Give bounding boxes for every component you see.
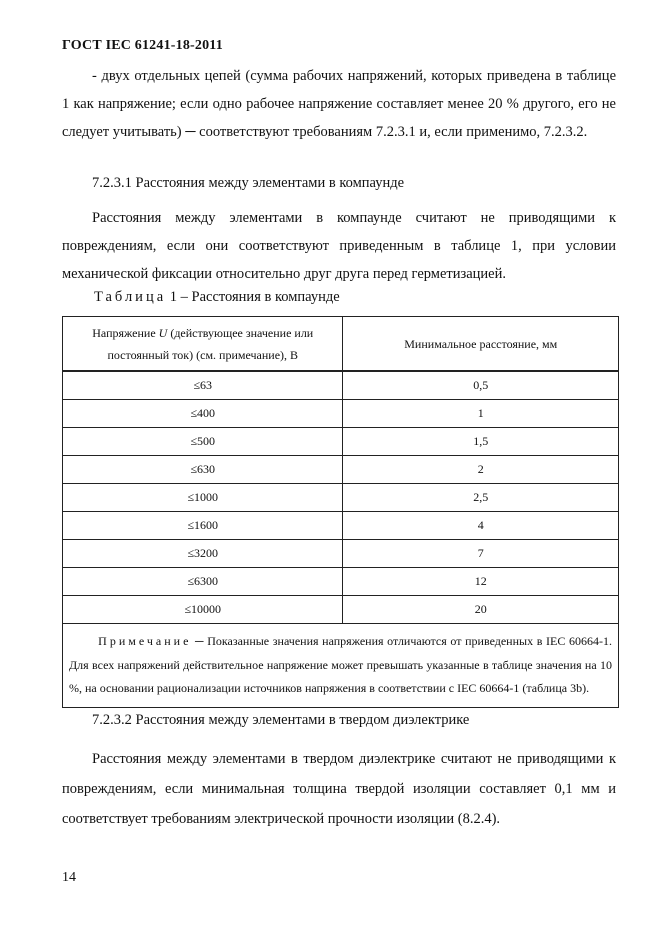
table-row xyxy=(63,512,619,540)
table-row xyxy=(63,568,619,596)
table-note xyxy=(63,624,619,708)
voltage-column-header xyxy=(63,317,343,372)
voltage-header-part-a: Напряжение xyxy=(92,325,159,340)
table-row xyxy=(63,400,619,428)
distance-column-header: Минимальное расстояние, мм xyxy=(343,317,619,372)
table-caption-rest: 1 – Расстояния в компаунде xyxy=(166,289,340,305)
section-7232-heading: 7.2.3.2 Расстояния между элементами в твердом диэлектрике xyxy=(92,712,470,728)
table-row xyxy=(63,540,619,568)
table-row xyxy=(63,456,619,484)
voltage-cell: ≤500 xyxy=(63,428,343,456)
distance-cell: 1,5 xyxy=(343,428,619,456)
note-label: Примечание xyxy=(98,634,192,648)
table-row xyxy=(63,371,619,400)
table-row xyxy=(63,596,619,624)
section-7231-text: Расстояния между элементами в компаунде считают не приводящими к повреждениям, если они соответствуют приведенным в таблице 1, при условии механической фиксации относительно друг друга перед герметизацией. xyxy=(62,210,616,282)
document-header: ГОСТ IEC 61241-18-2011 xyxy=(62,38,223,53)
voltage-cell: ≤6300 xyxy=(63,568,343,596)
voltage-header-symbol: U xyxy=(158,325,168,340)
distance-cell: 20 xyxy=(343,596,619,624)
note-text: ─ Показанные значения напряжения отличаются от приведенных в IEC 60664-1. Для всех напряжений действительное напряжение может превышать указанные в таблице значения на 10 %, на основании рационализации источников напряжения в соответствии с IEC 60664-1 (таблица 3b). xyxy=(69,634,612,695)
voltage-cell: ≤3200 xyxy=(63,540,343,568)
distance-cell: 4 xyxy=(343,512,619,540)
page-number: 14 xyxy=(62,870,76,885)
intro-paragraph: - двух отдельных цепей (сумма рабочих напряжений, которых приведена в таблице 1 как напряжение; если одно рабочее напряжение составляет менее 20 % другого, его не следует учитывать) ─ соответствуют требованиям 7.2.3.1 и, если применимо, 7.2.3.2. xyxy=(62,68,616,140)
distance-cell: 2,5 xyxy=(343,484,619,512)
table-caption xyxy=(94,289,340,306)
distance-cell: 2 xyxy=(343,456,619,484)
table-note-row xyxy=(63,624,619,708)
table-row xyxy=(63,428,619,456)
distance-cell: 0,5 xyxy=(343,371,619,400)
voltage-cell: ≤1000 xyxy=(63,484,343,512)
voltage-cell: ≤400 xyxy=(63,400,343,428)
distance-cell: 7 xyxy=(343,540,619,568)
distance-cell: 1 xyxy=(343,400,619,428)
table-header-row xyxy=(63,317,619,372)
distance-cell: 12 xyxy=(343,568,619,596)
voltage-cell: ≤1600 xyxy=(63,512,343,540)
table-caption-word: Таблица xyxy=(94,289,167,305)
voltage-cell: ≤10000 xyxy=(63,596,343,624)
voltage-cell: ≤63 xyxy=(63,371,343,400)
section-7232-text: Расстояния между элементами в твердом диэлектрике считают не приводящими к повреждениям, если минимальная толщина твердой изоляции составляет 0,1 мм и соответствует требованиям электрической прочности изоляции (8.2.4). xyxy=(62,751,616,827)
section-7231-heading: 7.2.3.1 Расстояния между элементами в компаунде xyxy=(92,175,405,191)
voltage-cell: ≤630 xyxy=(63,456,343,484)
table-row xyxy=(63,484,619,512)
voltage-header-part-b: (действующее значение или постоянный ток) (см. примечание), В xyxy=(107,325,314,362)
distances-table xyxy=(62,316,619,708)
